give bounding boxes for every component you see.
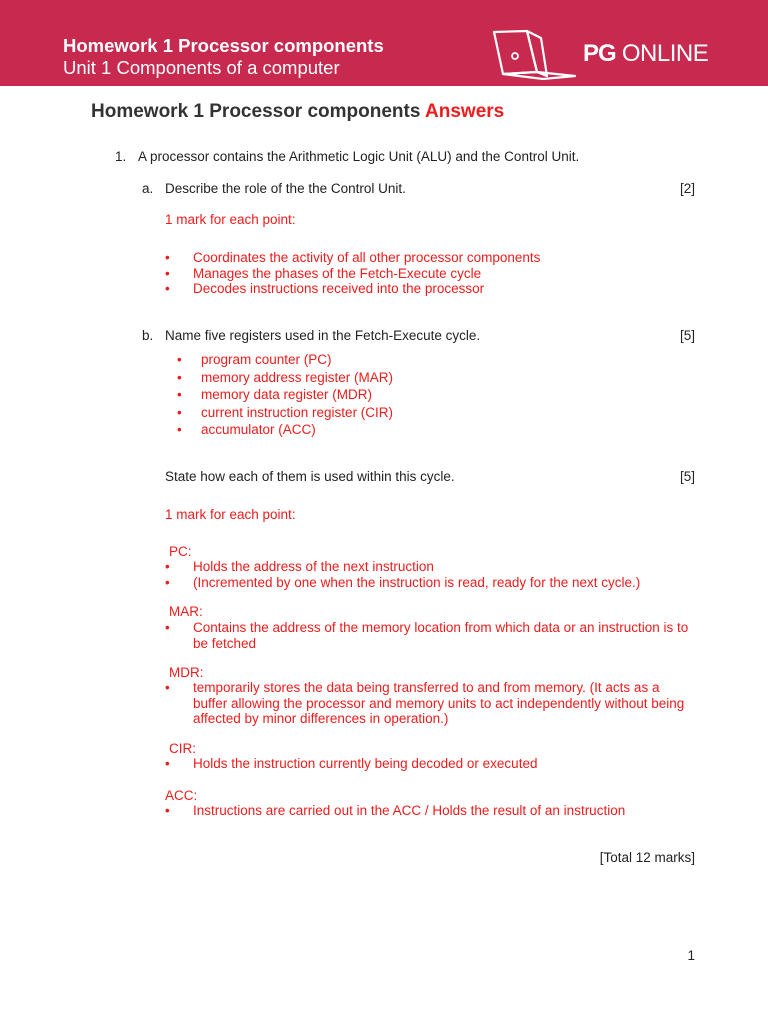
list-item-text: Instructions are carried out in the ACC / Holds the result of an instruction <box>193 803 626 818</box>
cir-heading: CIR: <box>169 741 196 756</box>
bullet: • <box>165 680 170 695</box>
bullet: • <box>177 422 182 437</box>
list-item-text: memory data register (MDR) <box>201 387 373 402</box>
cir-points <box>165 756 537 772</box>
list-item-text: temporarily stores the data being transferred to and from memory. (It acts as a buffer allowing the processor and memory units to act independently without being affected by minor differences in operation.) <box>193 680 685 726</box>
list-item-text: Holds the instruction currently being decoded or executed <box>193 756 538 771</box>
bullet: • <box>177 387 182 402</box>
bullet: • <box>165 574 170 590</box>
list-item-text: (Incremented by one when the instruction is read, ready for the next cycle.) <box>193 574 641 590</box>
document-title-main: Homework 1 Processor components <box>91 101 421 122</box>
list-item <box>165 559 640 575</box>
list-item-text: Coordinates the activity of all other processor components <box>193 250 541 265</box>
logo-wordmark <box>583 40 708 68</box>
mar-points <box>165 620 690 651</box>
document-title <box>91 101 504 123</box>
list-item-text: accumulator (ACC) <box>201 422 316 437</box>
list-item <box>165 803 625 819</box>
part-a-text: Describe the role of the the Control Unit. <box>165 181 406 196</box>
page-number: 1 <box>687 948 695 963</box>
list-item <box>177 404 393 422</box>
question-1-text: A processor contains the Arithmetic Logic Unit (ALU) and the Control Unit. <box>138 149 580 164</box>
list-item-text: Decodes instructions received into the processor <box>193 281 485 296</box>
part-a-label: a. <box>142 181 154 196</box>
acc-points <box>165 803 625 819</box>
pc-points <box>165 559 640 590</box>
bullet: • <box>165 803 170 818</box>
question-1-number: 1. <box>115 149 127 164</box>
acc-heading: ACC: <box>165 788 198 803</box>
header-subtitle: Unit 1 Components of a computer <box>63 57 340 78</box>
bullet: • <box>165 756 170 771</box>
laptop-icon <box>491 28 581 80</box>
bullet: • <box>177 352 182 367</box>
document-title-accent: Answers <box>425 101 505 122</box>
bullet: • <box>165 250 170 265</box>
list-item <box>165 620 690 651</box>
list-item <box>165 680 690 727</box>
list-item <box>165 281 540 297</box>
mdr-heading: MDR: <box>169 665 204 680</box>
pc-heading: PC: <box>169 544 192 559</box>
list-item <box>177 351 393 369</box>
list-item-text: Contains the address of the memory location from which data or an instruction is to be fetched <box>193 620 689 651</box>
bullet: • <box>177 404 182 420</box>
mdr-points <box>165 680 690 727</box>
part-b-mark-note: 1 mark for each point: <box>165 507 296 522</box>
state-question-text: State how each of them is used within this cycle. <box>165 469 455 484</box>
list-item-text: memory address register (MAR) <box>201 369 394 385</box>
part-b-label: b. <box>142 328 154 343</box>
bullet: • <box>165 265 170 281</box>
list-item <box>177 369 393 387</box>
list-item <box>177 386 393 404</box>
list-item-text: program counter (PC) <box>201 352 332 367</box>
part-b-marks: [5] <box>679 328 695 343</box>
header-title: Homework 1 Processor components <box>63 35 384 56</box>
register-list <box>177 351 393 439</box>
list-item <box>177 421 393 439</box>
list-item <box>165 756 537 772</box>
list-item-text: Holds the address of the next instruction <box>193 559 434 574</box>
mar-heading: MAR: <box>169 604 203 619</box>
part-a-mark-note: 1 mark for each point: <box>165 212 296 227</box>
list-item-text: current instruction register (CIR) <box>201 404 394 420</box>
list-item <box>165 575 640 591</box>
part-b-text: Name five registers used in the Fetch-Execute cycle. <box>165 328 481 343</box>
header-banner <box>0 0 768 86</box>
list-item-text: Manages the phases of the Fetch-Execute cycle <box>193 265 482 281</box>
list-item <box>165 250 540 266</box>
bullet: • <box>165 620 170 635</box>
logo-text: ONLINE <box>621 40 709 67</box>
bullet: • <box>177 369 182 385</box>
total-marks: [Total 12 marks] <box>599 850 695 865</box>
state-question-marks: [5] <box>679 469 695 484</box>
part-a-points <box>165 250 540 297</box>
bullet: • <box>165 559 170 574</box>
pg-online-logo <box>491 28 711 80</box>
bullet: • <box>165 281 170 296</box>
logo-brand: PG <box>583 40 616 67</box>
list-item <box>165 266 540 282</box>
part-a-marks: [2] <box>679 181 695 196</box>
